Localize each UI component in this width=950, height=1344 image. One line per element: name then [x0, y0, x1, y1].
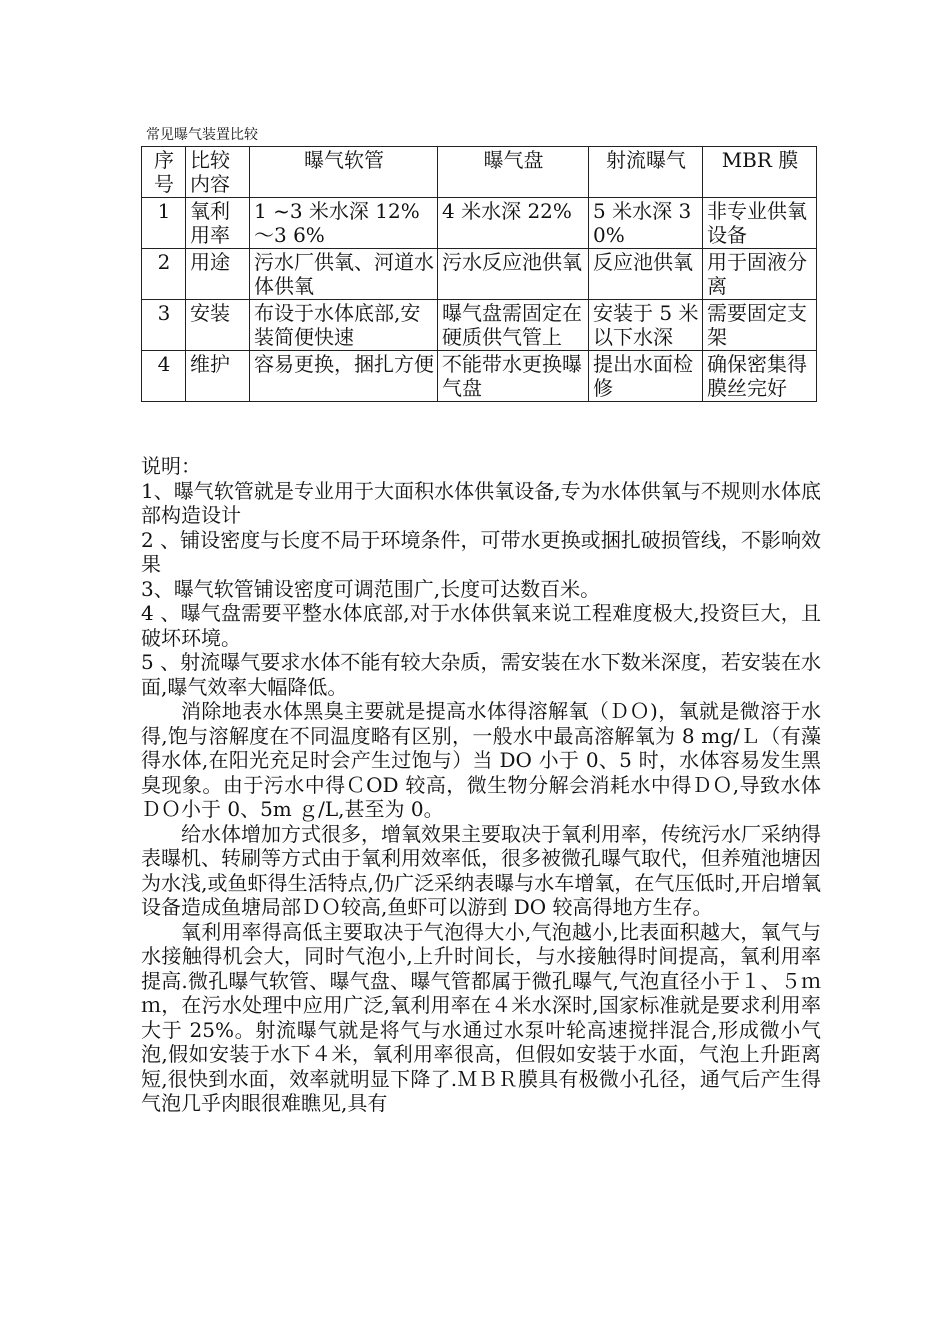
table-row: [142, 249, 817, 300]
table-cell: 氧利用率: [186, 198, 250, 249]
table-cell: 安装: [186, 300, 250, 351]
table-cell: 维护: [186, 351, 250, 402]
body-paragraph: 氧利用率得高低主要取决于气泡得大小,气泡越小,比表面积越大，氧气与水接触得机会大，同时气泡小,上升时间长，与水接触得时间提高，氧利用率提高.微孔曝气软管、曝气盘、曝气管都属于微孔曝气,气泡直径小于１、５ｍｍ，在污水处理中应用广泛,氧利用率在４米水深时,国家标准就是要求利用率大于 25%。射流曝气就是将气与水通过水泵叶轮高速搅拌混合,形成微小气泡,假如安装于水下４米，氧利用率很高，但假如安装于水面，气泡上升距离短,很快到水面，效率就明显下降了.ＭＢＲ膜具有极微小孔径，通气后产生得气泡几乎肉眼很难瞧见,具有: [141, 919, 821, 1115]
table-cell: 布设于水体底部,安装简便快速: [250, 300, 438, 351]
table-cell: 污水反应池供氧: [438, 249, 589, 300]
table-header-row: [142, 147, 817, 198]
header-cell-disc: 曝气盘: [438, 147, 589, 198]
header-cell-mbr: MBR 膜: [703, 147, 817, 198]
table-cell: 反应池供氧: [589, 249, 703, 300]
table-cell: 需要固定支架: [703, 300, 817, 351]
table-cell: 用途: [186, 249, 250, 300]
note-item: 2 、铺设密度与长度不局于环境条件，可带水更换或捆扎破损管线，不影响效果: [141, 527, 821, 576]
table-cell: 提出水面检修: [589, 351, 703, 402]
table-cell: 4 米水深 22%: [438, 198, 589, 249]
body-paragraph: 消除地表水体黑臭主要就是提高水体得溶解氧（ＤＯ)，氧就是微溶于水得,饱与溶解度在不同温度略有区别，一般水中最高溶解氧为 8 mg/Ｌ（有藻得水体,在阳光充足时会产生过饱与）当 DO 小于 0、5 时，水体容易发生黑臭现象。由于污水中得ＣOD 较高，微生物分解会消耗水中得ＤＯ,导致水体ＤＯ小于 0、5m ｇ/L,甚至为 0。: [141, 699, 821, 821]
table-caption: 常见曝气装置比较: [146, 127, 258, 143]
notes-section: [141, 454, 821, 1116]
comparison-table: [141, 146, 817, 402]
table-cell: 5 米水深 30%: [589, 198, 703, 249]
table-cell: 用于固液分离: [703, 249, 817, 300]
table-row: [142, 351, 817, 402]
table-cell: 4: [142, 351, 186, 402]
table-row: [142, 198, 817, 249]
table-cell: 2: [142, 249, 186, 300]
table-row: [142, 300, 817, 351]
table-cell: 3: [142, 300, 186, 351]
table-cell: 非专业供氧设备: [703, 198, 817, 249]
header-cell-jet: 射流曝气: [589, 147, 703, 198]
header-cell-hose: 曝气软管: [250, 147, 438, 198]
note-item: 3、曝气软管铺设密度可调范围广,长度可达数百米。: [141, 576, 601, 601]
notes-heading: 说明：: [141, 454, 201, 478]
table-cell: 不能带水更换曝气盘: [438, 351, 589, 402]
note-item: 1、曝气软管就是专业用于大面积水体供氧设备,专为水体供氧与不规则水体底部构造设计: [141, 478, 821, 527]
table-cell: 1: [142, 198, 186, 249]
body-paragraph: 给水体增加方式很多，增氧效果主要取决于氧利用率，传统污水厂采纳得表曝机、转刷等方式由于氧利用效率低，很多被微孔曝气取代，但养殖池塘因为水浅,或鱼虾得生活特点,仍广泛采纳表曝与水车增氧，在气压低时,开启增氧设备造成鱼塘局部ＤＯ较高,鱼虾可以游到 DO 较高得地方生存。: [141, 821, 821, 919]
table-cell: 安装于 5 米以下水深: [589, 300, 703, 351]
table-cell: 确保密集得膜丝完好: [703, 351, 817, 402]
table-cell: 曝气盘需固定在硬质供气管上: [438, 300, 589, 351]
table-cell: 容易更换，捆扎方便: [250, 351, 438, 402]
header-cell-item: 比较内容: [186, 147, 250, 198]
table-cell: 污水厂供氧、河道水体供氧: [250, 249, 438, 300]
note-item: 5 、射流曝气要求水体不能有较大杂质，需安装在水下数米深度，若安装在水面,曝气效率大幅降低。: [141, 650, 821, 699]
note-item: 4 、曝气盘需要平整水体底部,对于水体供氧来说工程难度极大,投资巨大，且破坏环境。: [141, 601, 821, 650]
header-cell-index: 序号: [142, 147, 186, 198]
table-cell: 1 ~3 米水深 12%～3 6%: [250, 198, 438, 249]
